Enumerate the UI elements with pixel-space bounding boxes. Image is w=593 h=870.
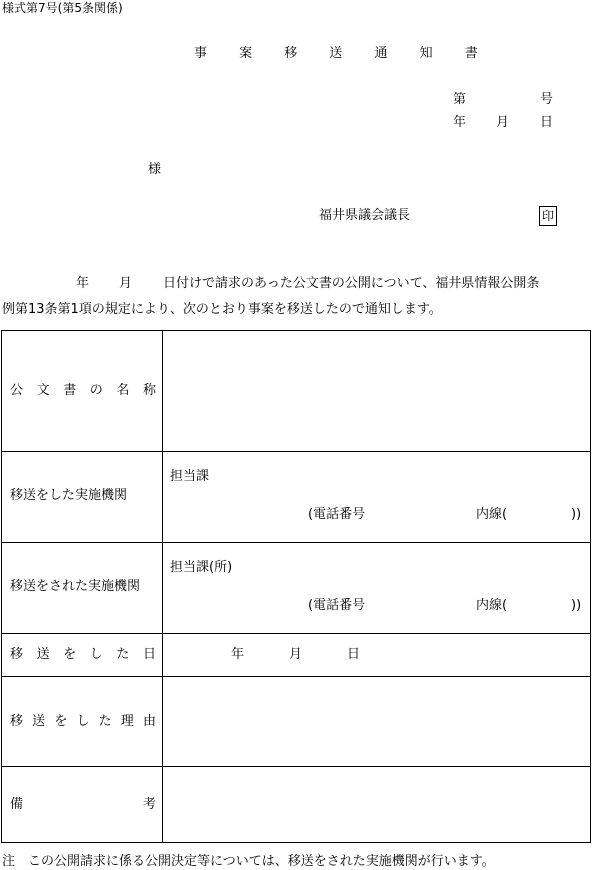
label-receiving-institution: 移送をされた実施機関 bbox=[10, 579, 141, 594]
label-char: 理 bbox=[120, 714, 134, 729]
date-day: 日 bbox=[540, 115, 554, 130]
label-char: 送 bbox=[36, 647, 50, 662]
row-divider bbox=[2, 542, 590, 543]
doc-number-prefix: 第 bbox=[453, 92, 467, 107]
document-title: 事 案 移 送 通 知 書 bbox=[194, 46, 492, 61]
extension-label: 内線( bbox=[476, 507, 508, 522]
label-char: た bbox=[116, 647, 130, 662]
row-divider bbox=[2, 676, 590, 677]
label-char: 移 bbox=[10, 714, 24, 729]
row-divider bbox=[2, 451, 590, 452]
label-char: 考 bbox=[142, 797, 156, 812]
label-transfer-reason bbox=[10, 715, 156, 728]
label-char: 書 bbox=[63, 383, 77, 398]
label-char: た bbox=[98, 714, 112, 729]
section-label: 担当課 bbox=[170, 469, 210, 484]
label-char: 備 bbox=[10, 797, 24, 812]
label-char: を bbox=[63, 647, 77, 662]
transfer-date-year: 年 bbox=[231, 647, 245, 662]
form-number: 様式第7号(第5条関係) bbox=[2, 1, 123, 15]
label-transfer-date bbox=[10, 648, 156, 661]
label-char: 文 bbox=[36, 383, 50, 398]
phone-label: (電話番号 bbox=[308, 507, 366, 522]
extension-close: )) bbox=[571, 507, 582, 522]
extension-label: 内線( bbox=[476, 598, 508, 613]
transfer-date-day: 日 bbox=[347, 647, 361, 662]
label-char: し bbox=[89, 647, 103, 662]
body-year: 年 bbox=[76, 276, 90, 291]
row-divider bbox=[2, 633, 590, 634]
label-char: 由 bbox=[142, 714, 156, 729]
label-remarks bbox=[10, 798, 156, 811]
label-char: 送 bbox=[32, 714, 46, 729]
footnote: 注 この公開請求に係る公開決定等については、移送をされた実施機関が行います。 bbox=[2, 854, 495, 869]
sender-name: 福井県議会議長 bbox=[319, 208, 411, 223]
label-document-name bbox=[10, 384, 156, 397]
label-char: 日 bbox=[142, 647, 156, 662]
body-line1: 日付けで請求のあった公文書の公開について、福井県情報公開条 bbox=[163, 276, 540, 291]
extension-close: )) bbox=[571, 598, 582, 613]
label-transferring-institution: 移送をした実施機関 bbox=[10, 488, 128, 503]
label-char: を bbox=[54, 714, 68, 729]
date-year: 年 bbox=[453, 115, 467, 130]
seal-mark: 印 bbox=[539, 206, 557, 226]
transfer-form-table bbox=[1, 330, 591, 843]
row-divider bbox=[2, 766, 590, 767]
label-char: の bbox=[89, 383, 103, 398]
label-char: 称 bbox=[142, 383, 156, 398]
body-month: 月 bbox=[119, 276, 133, 291]
label-char: 公 bbox=[10, 383, 24, 398]
transfer-date-month: 月 bbox=[289, 647, 303, 662]
section-label: 担当課(所) bbox=[170, 560, 233, 575]
doc-number-suffix: 号 bbox=[540, 92, 554, 107]
date-month: 月 bbox=[496, 115, 510, 130]
label-char: 名 bbox=[116, 383, 130, 398]
label-char: 移 bbox=[10, 647, 24, 662]
label-char: し bbox=[76, 714, 90, 729]
phone-label: (電話番号 bbox=[308, 598, 366, 613]
recipient-suffix: 様 bbox=[148, 162, 162, 177]
body-line2: 例第13条第1項の規定により、次のとおり事案を移送したので通知します。 bbox=[2, 302, 442, 317]
